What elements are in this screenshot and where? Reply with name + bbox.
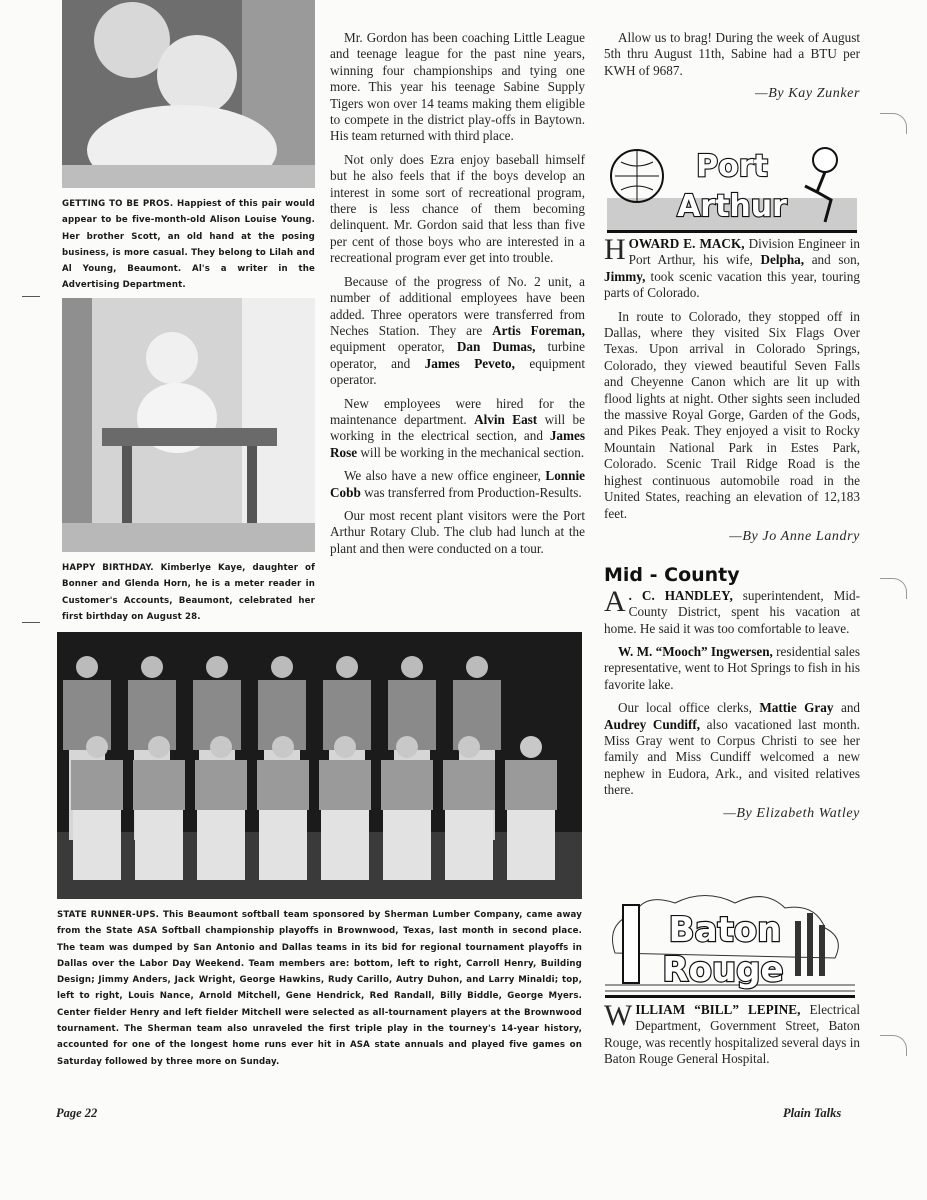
text-run: New employees were hired for the maintenance department. bbox=[330, 395, 585, 427]
page-number: Page 22 bbox=[56, 1106, 98, 1120]
text-run: will be working in the electrical section, and bbox=[330, 411, 585, 444]
text-run: equipment operator. bbox=[330, 355, 586, 388]
player-silhouette bbox=[148, 736, 170, 758]
port-arthur-section bbox=[604, 233, 861, 828]
bold-name: Mattie Gray bbox=[759, 700, 834, 716]
caption-lead: GETTING TO BE PROS. bbox=[62, 199, 174, 209]
player-silhouette bbox=[505, 760, 557, 810]
player-silhouette bbox=[396, 736, 418, 758]
player-silhouette bbox=[135, 810, 183, 880]
paragraph bbox=[604, 999, 860, 1068]
port-arthur-logo bbox=[607, 138, 857, 233]
player-silhouette bbox=[272, 736, 294, 758]
bold-name: Alvin East bbox=[474, 411, 538, 427]
bold-name: OWARD E. MACK, bbox=[628, 236, 745, 251]
paragraph bbox=[604, 700, 860, 798]
drop-cap: W bbox=[604, 999, 633, 1032]
player-silhouette bbox=[86, 736, 108, 758]
logo-text-arthur: Arthur bbox=[677, 189, 787, 224]
punch-hole bbox=[880, 578, 907, 599]
player-silhouette bbox=[383, 810, 431, 880]
photo-young-children bbox=[62, 0, 315, 188]
bold-name: Dan Dumas, bbox=[456, 339, 536, 355]
player-silhouette bbox=[259, 810, 307, 880]
text-run: and bbox=[833, 700, 861, 716]
bold-name: Lonnie Cobb bbox=[330, 468, 585, 500]
player-silhouette bbox=[401, 656, 423, 678]
player-silhouette bbox=[334, 736, 356, 758]
caption-lead: STATE RUNNER-UPS. bbox=[57, 910, 160, 920]
player-silhouette bbox=[73, 810, 121, 880]
bold-name: Jimmy, bbox=[604, 268, 646, 284]
punch-hole bbox=[880, 1035, 907, 1056]
caption-text: This Beaumont softball team sponsored by Sherman Lumber Company, came away from the State ASA Softball championship playoffs in Brownwood, Texas, last month in second place. The team was dumped by San Antonio and Dallas teams in its bid for regional tournament playoffs in Dallas over the Labor Day Weekend. Team members are: bottom, left to right, Carroll Henry, Building Design; Jimmy Anders, Jack Wright, George Hawkins, Rudy Carillo, Autry Duhon, and Larry Minaldi; top, left to right, Louis Nance, Arnold Mitchell, Gene Hendrick, Red Randall, Billy Biddle, George Myers. Center fielder Henry and left fielder Mitchell were selected as all-tournament players at the Brownwood tournament. The Sherman team also unraveled the first triple play in the tourney's 14-year history, accounted for one of the longest home runs ever hit in ASA state annuals and played five games on Saturday followed by three more on Sunday. bbox=[57, 910, 582, 1067]
punch-hole bbox=[880, 113, 907, 134]
byline: —By Kay Zunker bbox=[755, 86, 860, 102]
photo-birthday-baby bbox=[62, 298, 315, 552]
caption-text: Happiest of this pair would appear to be five-month-old Alison Louise Young. Her brother Scott, an old hand at the posing business, is more casual. They belong to Lilah and Al Young, Beaumont. Al's a writer in the Advertising Department. bbox=[62, 199, 315, 291]
section-heading-mid-county: Mid - County bbox=[604, 564, 740, 587]
margin-mark bbox=[22, 296, 40, 297]
text-run: also vacationed last month. Miss Gray went to Corpus Christi to see her family and Miss Cundiff welcomed a new nephew in Eudora, Ark., and visited relatives there. bbox=[604, 716, 861, 798]
paragraph bbox=[330, 468, 585, 501]
paragraph bbox=[604, 233, 860, 302]
player-silhouette bbox=[71, 760, 123, 810]
paragraph: Mr. Gordon has been coaching Little League and teenage league for the past nine years, winning four championships and tying one more. This year his teenage Sabine Supply Tigers won over 14 teams making them eligible to compete in the district play-offs in Baytown. His team returned with third place. bbox=[330, 30, 585, 144]
paragraph bbox=[330, 274, 585, 389]
bold-name: Audrey Cundiff, bbox=[604, 716, 701, 732]
bold-name: Delpha, bbox=[760, 252, 805, 268]
bold-name: ILLIAM “BILL” LEPINE, bbox=[635, 1002, 801, 1017]
paragraph: Allow us to brag! During the week of August 5th thru August 11th, Sabine had a BTU per KWH of 9687. bbox=[604, 30, 860, 78]
publication-name: Plain Talks bbox=[783, 1106, 842, 1120]
player-silhouette bbox=[336, 656, 358, 678]
text-run: superintendent, Mid-County District, spent his vacation at home. He said it was too comfortable to leave. bbox=[604, 587, 860, 636]
player-silhouette bbox=[520, 736, 542, 758]
text-run: Division Engineer in Port Arthur, his wife, bbox=[628, 236, 860, 268]
photo-caption-softball-team bbox=[57, 907, 582, 1070]
player-silhouette bbox=[271, 656, 293, 678]
logo-text-port: Port bbox=[696, 149, 768, 184]
text-run: equipment operator, bbox=[330, 339, 457, 355]
player-silhouette bbox=[141, 656, 163, 678]
photo-caption-birthday bbox=[62, 560, 315, 625]
bold-name: . C. HANDLEY, bbox=[628, 587, 733, 603]
player-silhouette bbox=[319, 760, 371, 810]
middle-column-article bbox=[330, 30, 585, 564]
caption-text: Kimberlye Kaye, daughter of Bonner and Glenda Horn, he is a meter reader in Customer's Accounts, Beaumont, celebrated her first birthday on August 28. bbox=[62, 563, 315, 622]
text-run: Electrical Department, Government Street, Baton Rouge, was recently hospitalized several days in Baton Rouge General Hospital. bbox=[604, 1002, 860, 1067]
paragraph: Not only does Ezra enjoy baseball himself but he also feels that if the boys develop an interest in some sort of recreational program, there is less chance of them becoming delinquent. Mr. Gordon said that less than five per cent of those boys who are interested in a recreational program ever get into trouble. bbox=[330, 151, 585, 266]
player-silhouette bbox=[381, 760, 433, 810]
player-silhouette bbox=[197, 810, 245, 880]
paragraph: In route to Colorado, they stopped off in Dallas, where they visited Six Flags Over Texas. Upon arrival in Colorado Springs, Colorado, they viewed beautiful Seven Falls and Cheyenne Canon which are lit up with flood lights at night. Other sights seen included the massive Royal Gorge, Garden of the Gods, and Pikes Peak. They enjoyed a visit to Rocky Mountain National Park in Estes Park, Colorado. Scenic Trail Ridge Road is the highest continuous automobile road in the United States, reaching an elevation of 12,183 feet. bbox=[604, 308, 860, 521]
player-silhouette bbox=[507, 810, 555, 880]
logo-text-rouge: Rouge bbox=[662, 950, 784, 990]
text-run: took scenic vacation this year, touring parts of Colorado. bbox=[604, 268, 860, 301]
bold-name: James Peveto, bbox=[424, 355, 515, 371]
player-silhouette bbox=[466, 656, 488, 678]
paragraph bbox=[604, 584, 860, 637]
logo-text-baton: Baton bbox=[668, 910, 782, 950]
player-silhouette bbox=[133, 760, 185, 810]
bold-name: James Rose bbox=[330, 428, 585, 460]
baton-rouge-logo bbox=[605, 893, 855, 998]
player-silhouette bbox=[195, 760, 247, 810]
photo-caption-young-children bbox=[62, 196, 315, 294]
bold-name: W. M. “Mooch” Ingwersen, bbox=[618, 643, 773, 659]
baton-rouge-section bbox=[604, 999, 860, 1075]
drop-cap: A bbox=[604, 584, 626, 618]
bold-name: Artis Foreman, bbox=[492, 322, 585, 338]
paragraph: Our most recent plant visitors were the Port Arthur Rotary Club. The club had lunch at the plant and then were conducted on a tour. bbox=[330, 507, 585, 556]
text-run: will be working in the mechanical section. bbox=[357, 444, 585, 460]
player-silhouette bbox=[443, 760, 495, 810]
text-run: Our local office clerks, bbox=[618, 700, 760, 716]
text-run: was transferred from Production-Results. bbox=[360, 484, 582, 500]
byline: —By Elizabeth Watley bbox=[723, 805, 860, 821]
drop-cap: H bbox=[604, 233, 626, 266]
right-column bbox=[604, 30, 860, 109]
text-run: Because of the progress of No. 2 unit, a number of additional employees have been added. Three operators were transferred from Neches Station. They are bbox=[330, 273, 585, 338]
text-run: We also have a new office engineer, bbox=[344, 468, 546, 484]
player-silhouette bbox=[321, 810, 369, 880]
player-silhouette bbox=[210, 736, 232, 758]
photo-softball-team bbox=[57, 632, 582, 899]
player-silhouette bbox=[445, 810, 493, 880]
player-silhouette bbox=[206, 656, 228, 678]
player-silhouette bbox=[257, 760, 309, 810]
text-run: and son, bbox=[804, 252, 860, 268]
player-silhouette bbox=[76, 656, 98, 678]
player-silhouette bbox=[458, 736, 480, 758]
paragraph bbox=[330, 396, 585, 462]
byline: —By Jo Anne Landry bbox=[729, 528, 860, 544]
text-run: residential sales representative, went to Hot Springs to fish in his favorite lake. bbox=[604, 643, 861, 692]
text-run: turbine operator, and bbox=[330, 339, 585, 371]
paragraph bbox=[604, 644, 860, 693]
caption-lead: HAPPY BIRTHDAY. bbox=[62, 563, 154, 573]
margin-mark bbox=[22, 622, 40, 623]
